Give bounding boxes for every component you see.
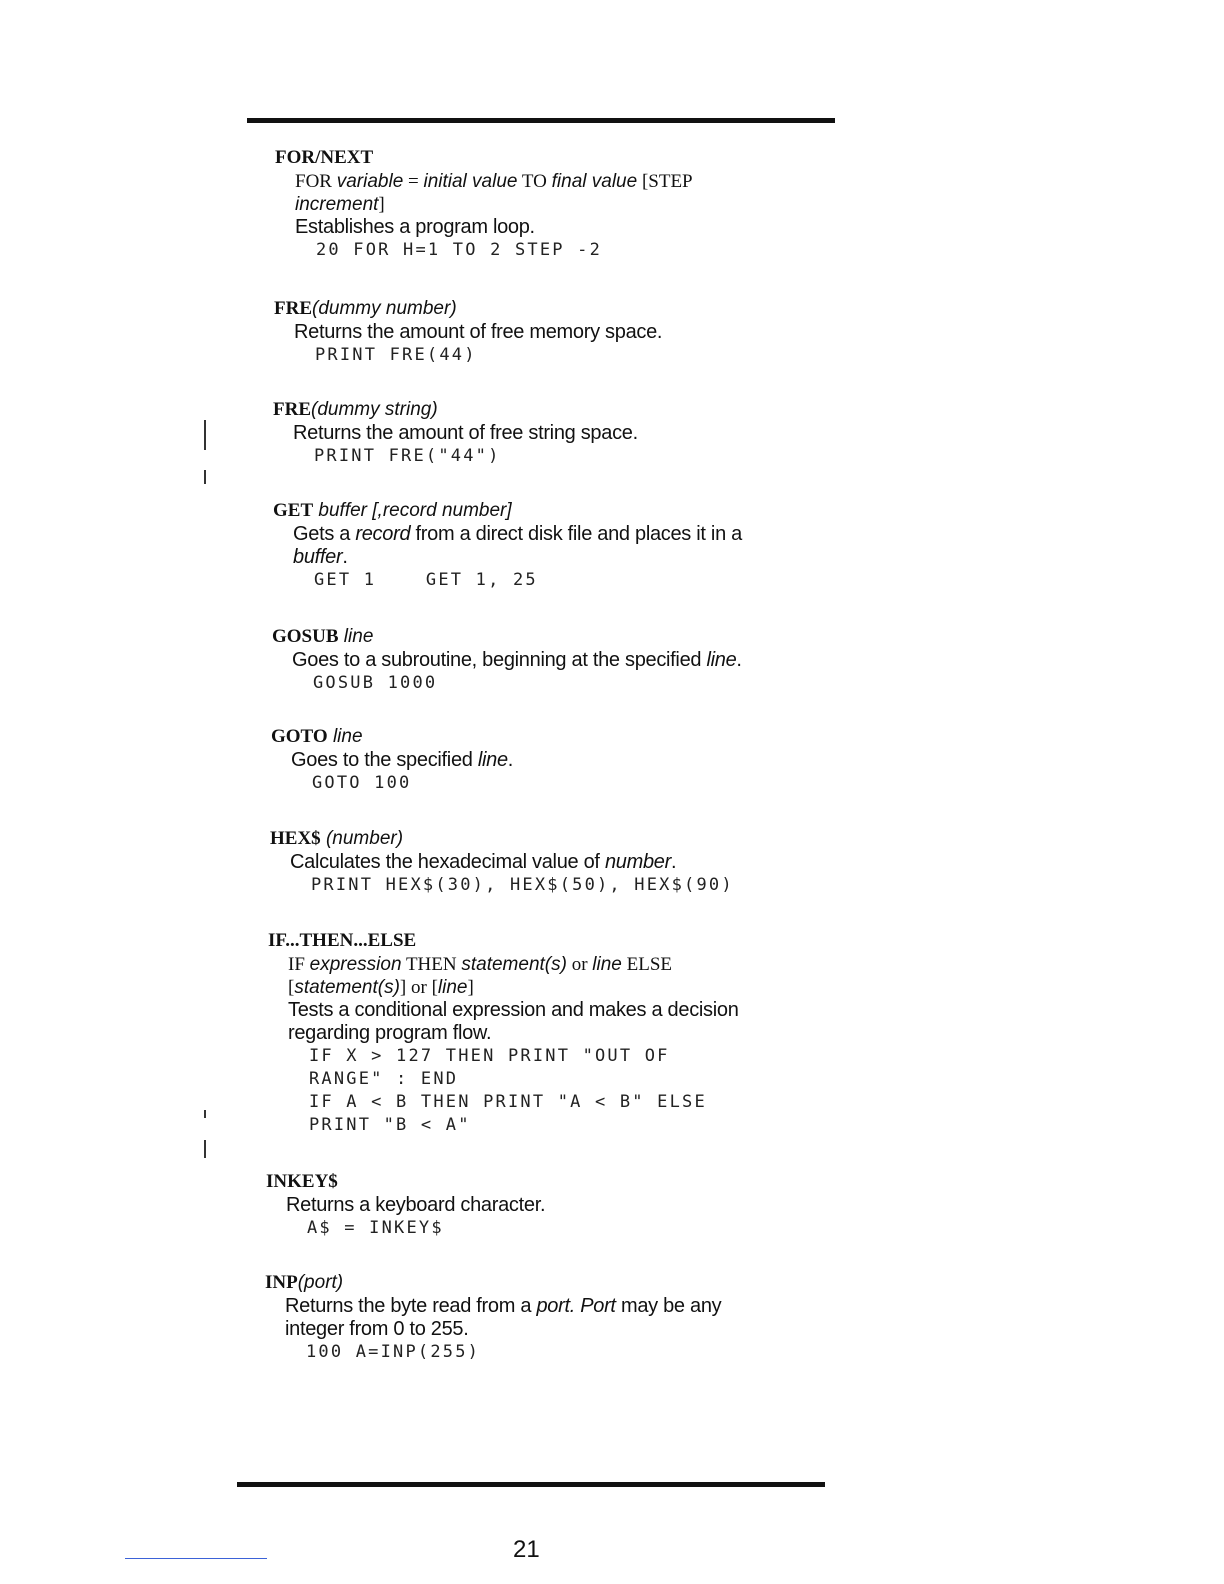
entry-fre-string: [273, 398, 813, 468]
entry-heading: GET buffer [,record number]: [273, 500, 512, 521]
entry-description: Establishes a program loop.: [295, 216, 535, 238]
entry-heading: GOTO line: [271, 726, 363, 747]
entry-heading: HEX$ (number): [270, 828, 404, 849]
entry-get: [273, 499, 793, 592]
scan-speck: [204, 420, 206, 450]
entry-example-code: GOSUB 1000: [313, 673, 438, 693]
entry-hex: [270, 827, 810, 897]
entry-description: Tests a conditional expression and makes a decision regarding program flow.: [288, 999, 739, 1044]
entry-for-next: [275, 146, 815, 262]
entry-description: Returns the byte read from a port. Port may be any integer from 0 to 255.: [285, 1295, 722, 1340]
scan-speck: [204, 1140, 206, 1158]
entry-description: Goes to a subroutine, beginning at the specified line.: [292, 649, 742, 671]
bottom-rule: [237, 1482, 825, 1487]
entry-description: Returns a keyboard character.: [286, 1194, 546, 1216]
scan-speck: [204, 1110, 206, 1118]
entry-example-code: GOTO 100: [312, 773, 412, 793]
entry-description: Calculates the hexadecimal value of number.: [290, 851, 677, 873]
entry-goto: [271, 725, 811, 795]
entry-description: Gets a record from a direct disk file and places it in a buffer.: [293, 523, 742, 568]
entry-inp: [265, 1271, 765, 1364]
entry-example-code: 100 A=INP(255): [306, 1342, 481, 1362]
entry-if-then-else: [268, 929, 778, 1137]
entry-heading: FRE(dummy number): [274, 298, 457, 319]
entry-example-code: A$ = INKEY$: [307, 1218, 444, 1238]
entry-description: Returns the amount of free memory space.: [294, 321, 663, 343]
entry-gosub: [272, 625, 812, 695]
scan-speck: [204, 470, 206, 484]
page-number: 21: [513, 1536, 540, 1563]
entry-heading: FOR/NEXT: [275, 147, 374, 168]
entry-heading: IF...THEN...ELSE: [268, 930, 417, 951]
entry-fre-number: [274, 297, 814, 367]
link-underline: [125, 1558, 267, 1559]
entry-syntax: FOR variable = initial value TO final value [STEP increment]: [295, 171, 693, 215]
entry-heading: INP(port): [265, 1272, 344, 1293]
entry-example-code: PRINT FRE(44): [315, 345, 477, 365]
entry-description: Goes to the specified line.: [291, 749, 514, 771]
entry-inkey: [266, 1170, 806, 1240]
entry-example-code: GET 1 GET 1, 25: [314, 570, 538, 590]
entry-heading: FRE(dummy string): [273, 399, 438, 420]
entry-example-code: 20 FOR H=1 TO 2 STEP -2: [316, 240, 603, 260]
top-rule: [247, 118, 835, 123]
entry-example-code: IF X > 127 THEN PRINT "OUT OF RANGE" : END IF A < B THEN PRINT "A < B" ELSE PRINT "B < A": [309, 1046, 707, 1135]
entry-heading: INKEY$: [266, 1171, 338, 1192]
entry-description: Returns the amount of free string space.: [293, 422, 638, 444]
entry-example-code: PRINT HEX$(30), HEX$(50), HEX$(90): [311, 875, 734, 895]
entry-example-code: PRINT FRE("44"): [314, 446, 501, 466]
entry-syntax: IF expression THEN statement(s) or line ELSE [statement(s)] or [line]: [288, 954, 672, 998]
entry-heading: GOSUB line: [272, 626, 374, 647]
